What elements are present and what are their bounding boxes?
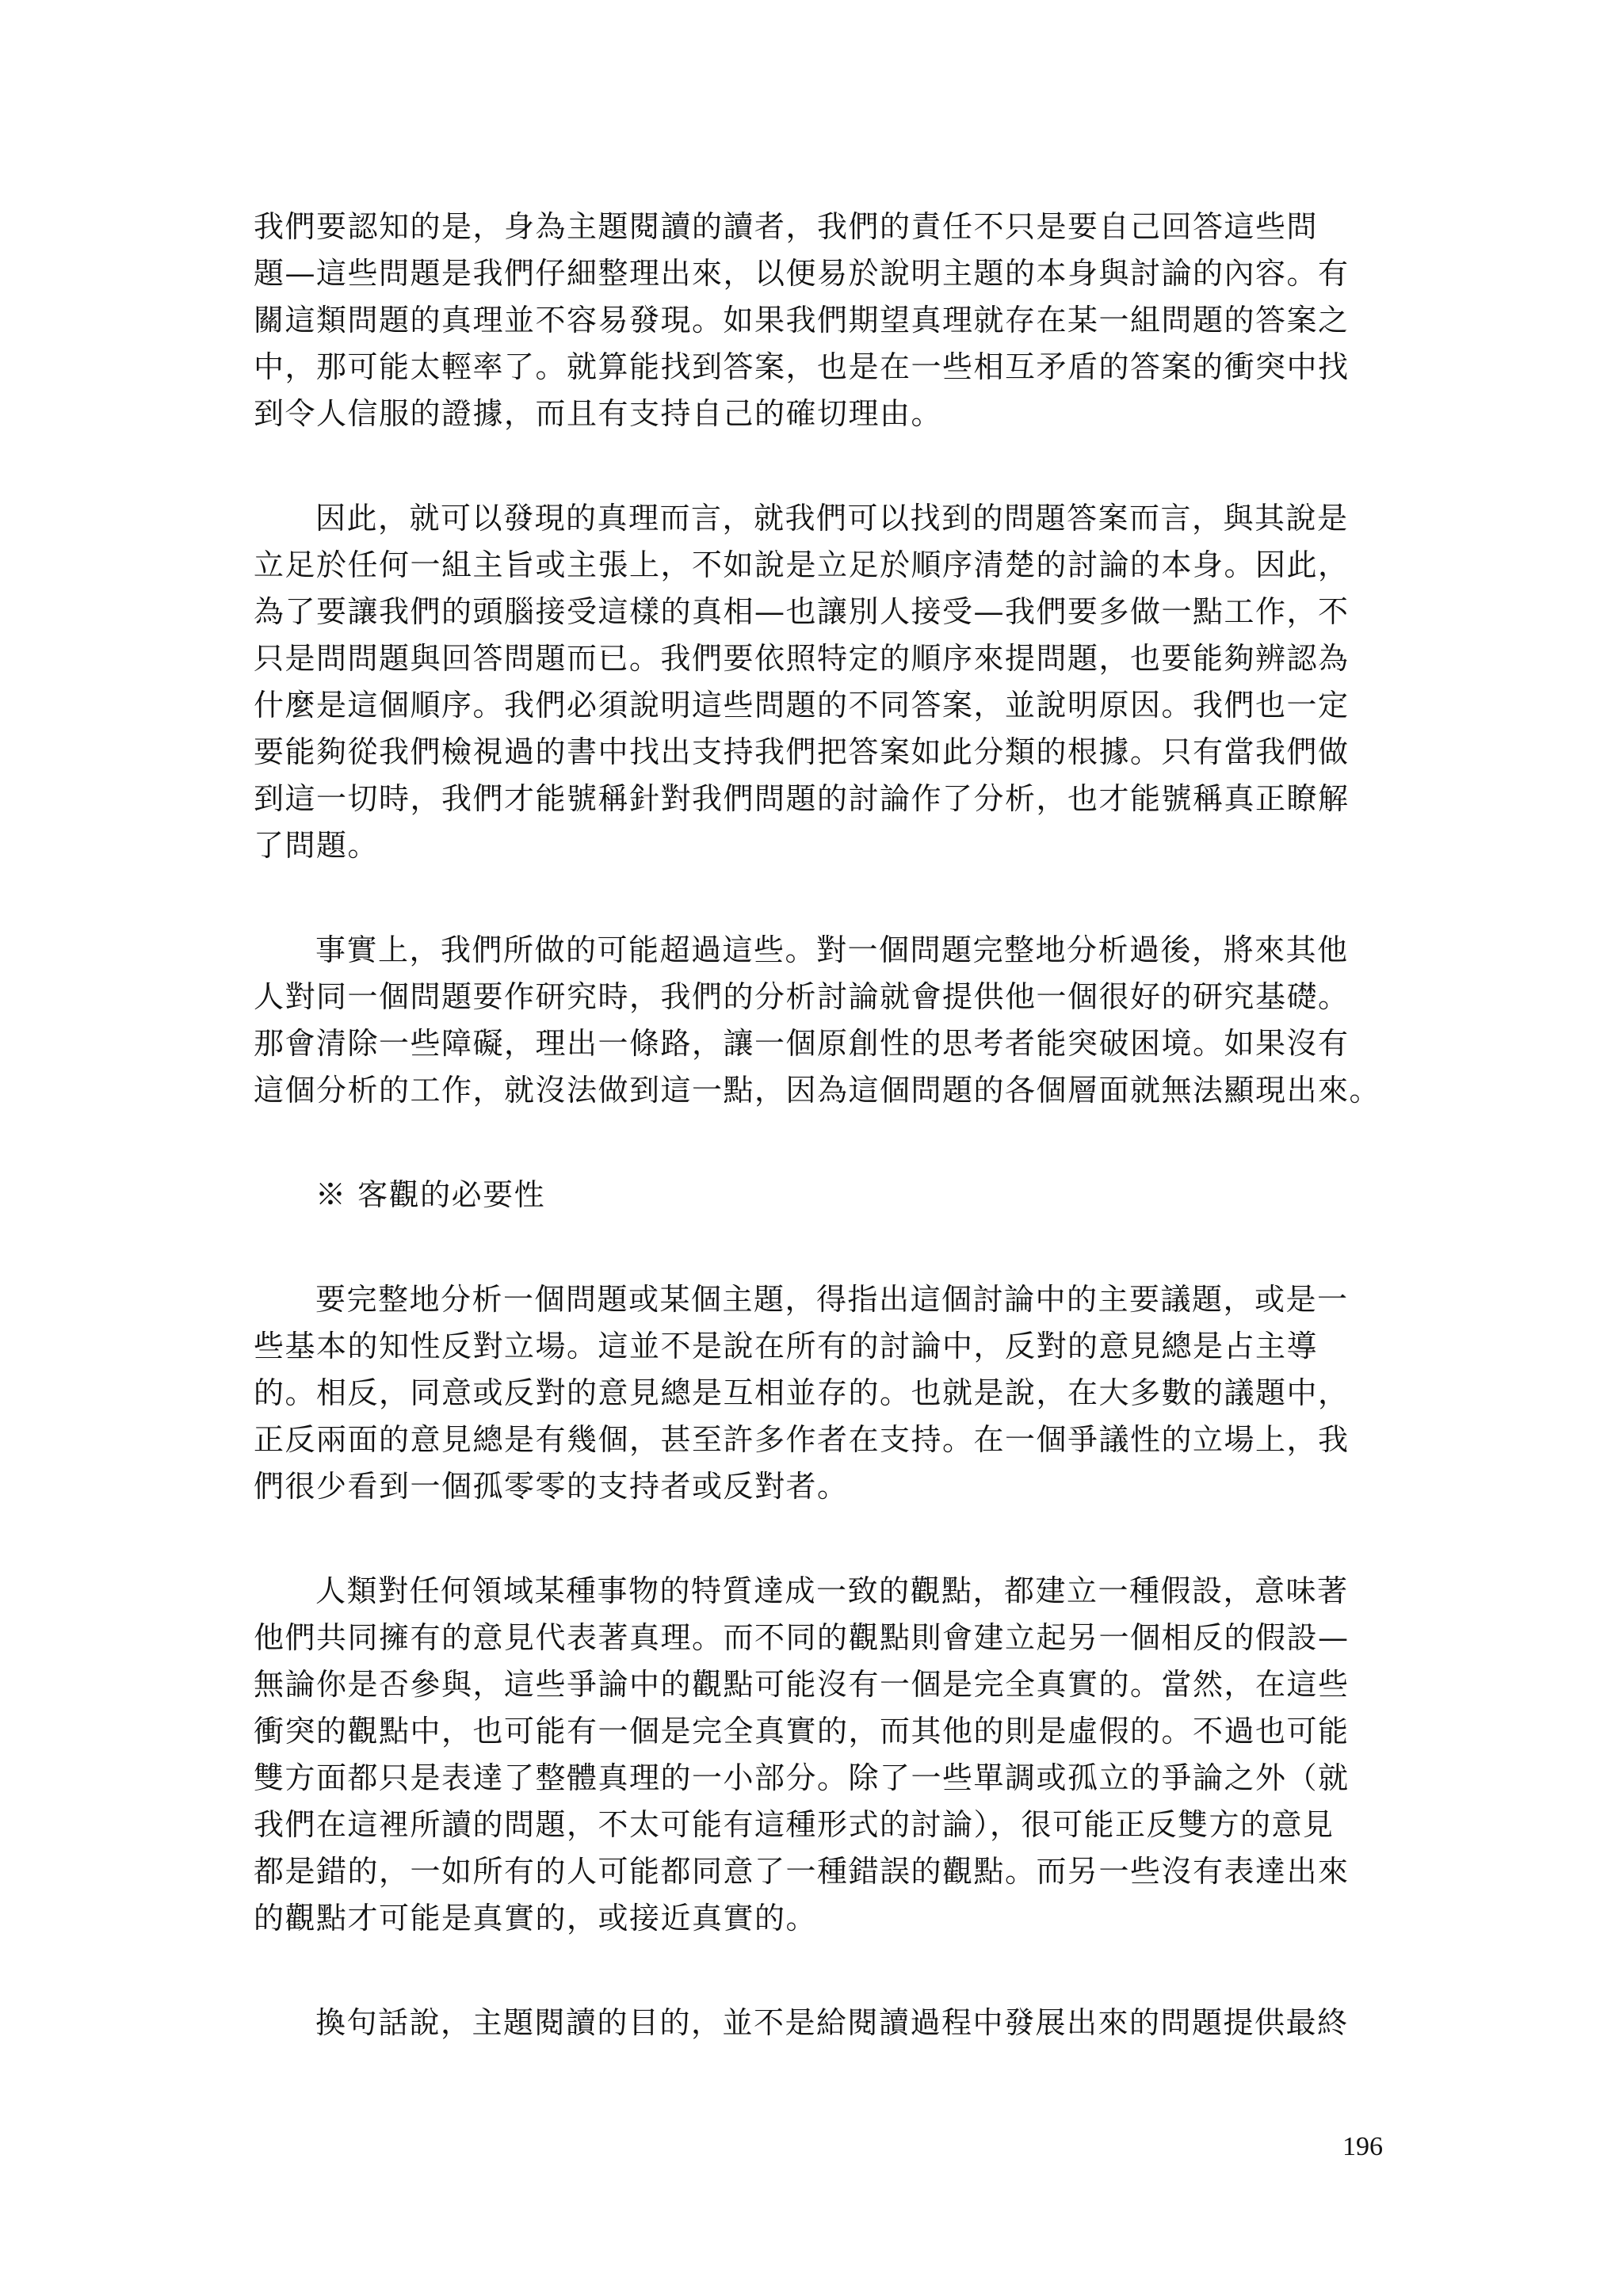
paragraph-4-line-4: 正反兩面的意見總是有幾個，甚至許多作者在支持。在一個爭議性的立場上，我 [254,1422,1350,1457]
paragraph-5-line-5: 雙方面都只是表達了整體真理的一小部分。除了一些單調或孤立的爭論之外（就 [254,1760,1350,1795]
paragraph-3-line-1: 事實上，我們所做的可能超過這些。對一個問題完整地分析過後，將來其他 [315,933,1349,967]
paragraph-1-line-5: 到令人信服的證據，而且有支持自己的確切理由。 [254,396,943,431]
paragraph-5-line-4: 衝突的觀點中，也可能有一個是完全真實的，而其他的則是虛假的。不過也可能 [254,1714,1350,1749]
page-number: 196 [1342,2132,1383,2161]
paragraph-4-line-2: 些基本的知性反對立場。這並不是說在所有的討論中，反對的意見總是占主導 [254,1329,1319,1363]
paragraph-5-line-1: 人類對任何領域某種事物的特質達成一致的觀點，都建立一種假設，意味著 [315,1573,1349,1608]
paragraph-3-line-2: 人對同一個問題要作研究時，我們的分析討論就會提供他一個很好的研究基礎。 [254,979,1350,1014]
paragraph-1-line-4: 中，那可能太輕率了。就算能找到答案，也是在一些相互矛盾的答案的衝突中找 [254,349,1350,384]
paragraph-1-line-3: 關這類問題的真理並不容易發現。如果我們期望真理就存在某一組問題的答案之 [254,303,1350,338]
paragraph-6-line-1: 換句話說，主題閱讀的目的，並不是給閱讀過程中發展出來的問題提供最終 [315,2005,1349,2040]
paragraph-2-line-3: 為了要讓我們的頭腦接受這樣的真相—也讓別人接受—我們要多做一點工作，不 [254,594,1350,629]
paragraph-2-line-1: 因此，就可以發現的真理而言，就我們可以找到的問題答案而言，與其說是 [315,501,1349,536]
paragraph-5-line-7: 都是錯的，一如所有的人可能都同意了一種錯誤的觀點。而另一些沒有表達出來 [254,1854,1350,1889]
paragraph-5-line-3: 無論你是否參與，這些爭論中的觀點可能沒有一個是完全真實的。當然，在這些 [254,1667,1350,1702]
section-heading: ※ 客觀的必要性 [315,1177,546,1212]
paragraph-2-line-7: 到這一切時，我們才能號稱針對我們問題的討論作了分析，也才能號稱真正瞭解 [254,781,1350,816]
paragraph-5-line-2: 他們共同擁有的意見代表著真理。而不同的觀點則會建立起另一個相反的假設— [254,1620,1350,1655]
paragraph-2-line-4: 只是問問題與回答問題而已。我們要依照特定的順序來提問題，也要能夠辨認為 [254,641,1350,676]
paragraph-1-line-2: 題—這些問題是我們仔細整理出來，以便易於說明主題的本身與討論的內容。有 [254,256,1350,291]
paragraph-5-line-8: 的觀點才可能是真實的，或接近真實的。 [254,1901,818,1936]
paragraph-5-line-6: 我們在這裡所讀的問題，不太可能有這種形式的討論），很可能正反雙方的意見 [254,1807,1335,1842]
paragraph-4-line-1: 要完整地分析一個問題或某個主題，得指出這個討論中的主要議題，或是一 [315,1282,1349,1317]
paragraph-3-line-4: 這個分析的工作，就沒法做到這一點，因為這個問題的各個層面就無法顯現出來。 [254,1073,1381,1108]
paragraph-4-line-5: 們很少看到一個孤零零的支持者或反對者。 [254,1469,849,1504]
paragraph-2-line-2: 立足於任何一組主旨或主張上，不如說是立足於順序清楚的討論的本身。因此， [254,547,1350,582]
paragraph-1-line-1: 我們要認知的是，身為主題閱讀的讀者，我們的責任不只是要自己回答這些問 [254,209,1319,244]
paragraph-2-line-6: 要能夠從我們檢視過的書中找出支持我們把答案如此分類的根據。只有當我們做 [254,734,1350,769]
paragraph-3-line-3: 那會清除一些障礙，理出一條路，讓一個原創性的思考者能突破困境。如果沒有 [254,1026,1350,1061]
paragraph-2-line-5: 什麼是這個順序。我們必須說明這些問題的不同答案，並說明原因。我們也一定 [254,688,1350,723]
paragraph-2-line-8: 了問題。 [254,828,380,863]
paragraph-4-line-3: 的。相反，同意或反對的意見總是互相並存的。也就是說，在大多數的議題中， [254,1375,1350,1410]
